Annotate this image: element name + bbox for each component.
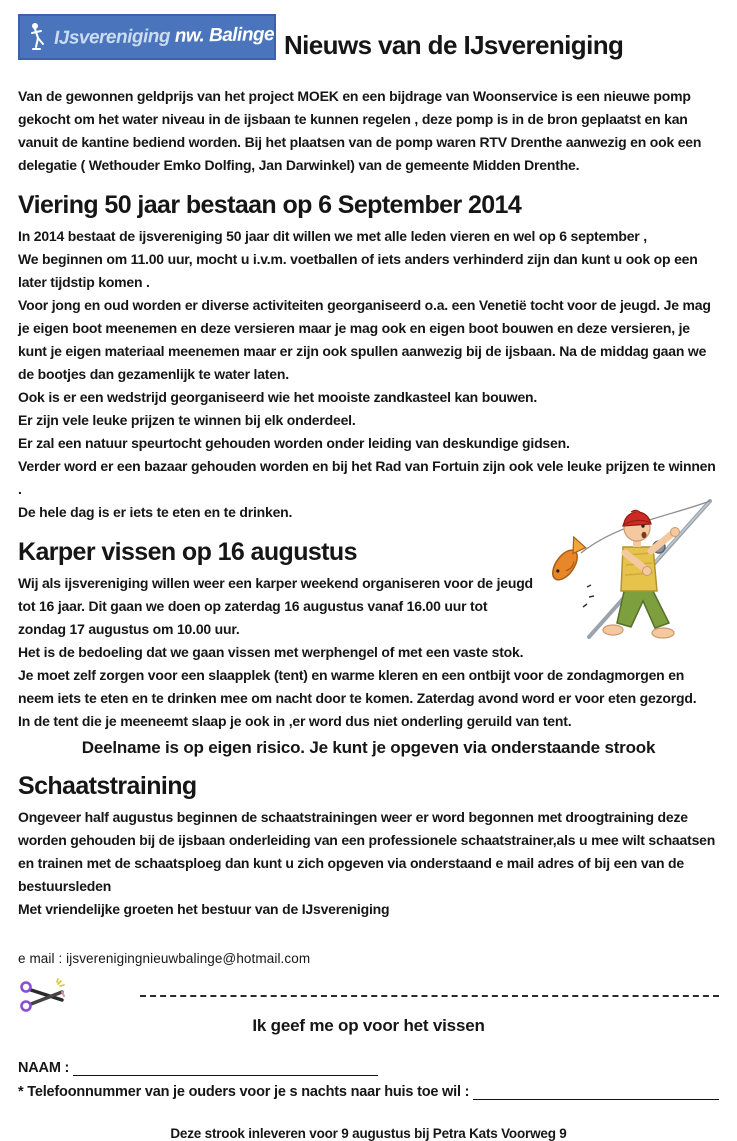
paragraph: Voor jong en oud worden er diverse activiteiten georganiseerd o.a. een Venetië tocht voor de jeugd. Je mag je eigen boot meenemen en deze versieren maar je mag ook en eigen boot bouwen en deze versieren, je kunt je eigen materiaal meenemen maar er zijn ook spullen aanwezig bij de ijsbaan. Na de middag gaan we de bootjes dan gezamenlijk te water laten. bbox=[18, 297, 711, 382]
intro-paragraph: Van de gewonnen geldprijs van het project MOEK en een bijdrage van Woonservice is een nieuwe pomp gekocht om het water niveau in de ijsbaan te kunnen regelen , deze pomp is in de bron geplaatst en kan vanuit de kantine bediend worden. Bij het plaatsen van de pomp waren RTV Drenthe aanwezig en ook een delegatie ( Wethouder Emko Dolfing, Jan Darwinkel) van de gemeente Midden Drenthe. bbox=[18, 88, 702, 173]
paragraph: Ongeveer half augustus beginnen de schaatstrainingen weer er word begonnen met droogtraining deze worden gehouden bij de ijsbaan onderleiding van een professionele schaatstrainer,als u mee wilt schaatsen en trainen met de schaatsploeg dan kunt u zich opgeven via onderstaand e mail adres of bij een van de bestuursleden bbox=[18, 809, 716, 894]
paragraph: Er zal een natuur speurtocht gehouden worden onder leiding van deskundige gidsen. bbox=[18, 435, 570, 451]
risk-callout: Deelname is op eigen risico. Je kunt je opgeven via onderstaande strook bbox=[81, 738, 656, 757]
section-schaatstraining bbox=[18, 771, 719, 921]
schaats-heading: Schaatstraining bbox=[18, 772, 197, 800]
paragraph: We beginnen om 11.00 uur, mocht u i.v.m. voetballen of iets anders verhinderd zijn dan kunt u ook op een later tijdstip komen . bbox=[18, 251, 698, 290]
paragraph: In 2014 bestaat de ijsvereniging 50 jaar dit willen we met alle leden vieren en wel op 6 september , bbox=[18, 228, 647, 244]
logo-word-2: nw. Balinge bbox=[174, 24, 275, 47]
logo-word-1: IJsvereniging bbox=[53, 25, 171, 49]
dashed-cut-line bbox=[140, 995, 719, 997]
scissors-icon bbox=[18, 979, 64, 1013]
section-karper bbox=[18, 537, 719, 758]
phone-write-in-line bbox=[473, 1082, 719, 1100]
karper-heading: Karper vissen op 16 augustus bbox=[18, 538, 357, 566]
paragraph: Met vriendelijke groeten het bestuur van de IJsvereniging bbox=[18, 901, 390, 917]
paragraph: De hele dag is er iets te eten en te drinken. bbox=[18, 504, 293, 520]
strip-footer: Deze strook inleveren voor 9 augustus bij Petra Kats Voorweg 9 bbox=[170, 1126, 567, 1141]
viering-heading: Viering 50 jaar bestaan op 6 September 2014 bbox=[18, 191, 522, 219]
paragraph: Het is de bedoeling dat we gaan vissen met werphengel of met een vaste stok. bbox=[18, 644, 524, 660]
paragraph: Ook is er een wedstrijd georganiseerd wie het mooiste zandkasteel kan bouwen. bbox=[18, 389, 538, 405]
club-logo bbox=[18, 14, 276, 60]
phone-label: * Telefoonnummer van je ouders voor je s nachts naar huis toe wil : bbox=[18, 1084, 470, 1100]
header bbox=[18, 14, 719, 60]
paragraph: Wij als ijsvereniging willen weer een karper weekend organiseren voor de jeugd tot 16 jaar. Dit gaan we doen op zaterdag 16 augustus vanaf 16.00 uur tot zondag 17 augustus om 10.00 uur. bbox=[18, 575, 533, 637]
paragraph: Verder word er een bazaar gehouden worden en bij het Rad van Fortuin zijn ook vele leuke prijzen te winnen . bbox=[18, 458, 716, 497]
page-title: Nieuws van de IJsvereniging bbox=[284, 30, 624, 60]
form-title: Ik geef me op voor het vissen bbox=[252, 1016, 485, 1035]
paragraph: Je moet zelf zorgen voor een slaapplek (tent) en warme kleren en een ontbijt voor de zondagmorgen en neem iets te eten en te drinken mee om nacht door te komen. Zaterdag avond word er voor eten gezorgd. bbox=[18, 667, 697, 706]
phone-field-row bbox=[18, 1082, 719, 1100]
fishing-boy-clipart bbox=[547, 495, 719, 645]
naam-label: NAAM : bbox=[18, 1060, 70, 1076]
naam-write-in-line bbox=[73, 1058, 378, 1076]
skater-icon bbox=[27, 20, 49, 54]
logo-text bbox=[54, 24, 275, 50]
cut-line-row bbox=[18, 978, 719, 1014]
paragraph: In de tent die je meeneemt slaap je ook in ,er word dus niet onderling geruild van tent. bbox=[18, 713, 572, 729]
naam-field-row bbox=[18, 1058, 719, 1076]
paragraph: Er zijn vele leuke prijzen te winnen bij elk onderdeel. bbox=[18, 412, 356, 428]
email-line: e mail : ijsverenigingnieuwbalinge@hotmail.com bbox=[18, 951, 311, 966]
section-viering bbox=[18, 190, 719, 524]
